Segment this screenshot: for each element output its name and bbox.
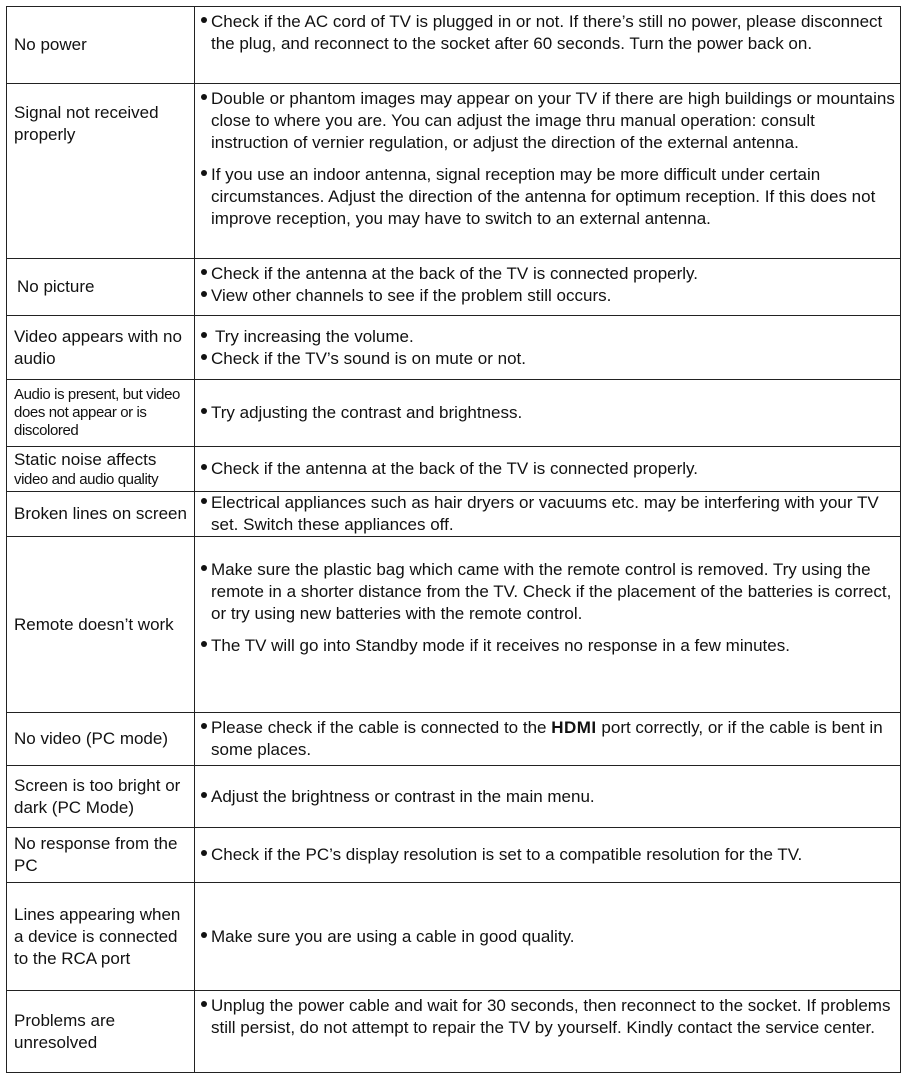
bullet-icon [201,792,207,798]
problem-text: Video appears with no audio [14,326,182,368]
problem-text: Lines appearing when a device is connected to the RCA port [14,904,181,968]
solution-item: Check if the TV’s sound is on mute or not. [201,348,896,370]
problem-text: Problems are unresolved [14,1010,116,1052]
bullet-icon [201,269,207,275]
problem-cell [7,713,195,766]
solution-cell [195,883,901,991]
problem-text: Signal not received properly [14,103,159,144]
solution-cell [195,537,901,713]
problem-text: No video (PC mode) [14,729,169,748]
problem-cell [7,316,195,380]
bullet-icon [201,850,207,856]
problem-cell [7,447,195,492]
problem-cell [7,828,195,883]
problem-text: Broken lines on screen [14,504,187,523]
solution-item: Check if the AC cord of TV is plugged in or not. If there’s still no power, please disconnect the plug, and reconnect to the socket after 60 seconds. Turn the power back on. [201,11,896,55]
solution-cell [195,991,901,1073]
solution-cell [195,380,901,447]
bullet-icon [201,291,207,297]
bullet-icon [201,408,207,414]
table-row [7,883,901,991]
problem-text: No response from the PC [14,834,178,875]
solution-cell [195,84,901,259]
bullet-icon [201,1001,207,1007]
problem-text: Screen is too bright or dark (PC Mode) [14,775,181,817]
solution-cell [195,828,901,883]
solution-cell [195,316,901,380]
solution-cell [195,713,901,766]
solution-item: If you use an indoor antenna, signal reception may be more difficult under certain circumstances. Adjust the direction of the antenna for optimum reception. If this does not improve reception, you may have to switch to an external antenna. [201,164,896,230]
problem-cell [7,7,195,84]
bullet-icon [201,94,207,100]
bullet-icon [201,932,207,938]
solution-cell [195,766,901,828]
solution-item: The TV will go into Standby mode if it receives no response in a few minutes. [201,635,896,657]
bullet-icon [201,565,207,571]
table-row [7,828,901,883]
table-row [7,7,901,84]
problem-cell [7,766,195,828]
problem-cell [7,380,195,447]
solution-item: Double or phantom images may appear on your TV if there are high buildings or mountains close to where you are. You can adjust the image thru manual operation: consult instruction of vernier regulation, or adjust the direction of the external antenna. [201,88,896,154]
problem-text-extra: video and audio quality [14,471,159,488]
bullet-icon [201,464,207,470]
problem-text: Audio is present, but video does not appear or is discolored [14,386,180,439]
table-row [7,537,901,713]
problem-cell [7,84,195,259]
solution-item: View other channels to see if the problem still occurs. [201,285,896,307]
problem-cell [7,259,195,316]
problem-text: Remote doesn’t work [14,614,174,634]
solution-item: Unplug the power cable and wait for 30 seconds, then reconnect to the socket. If problems still persist, do not attempt to repair the TV by yourself. Kindly contact the service center. [201,995,896,1039]
problem-cell [7,537,195,713]
solution-cell [195,7,901,84]
solution-item: Make sure you are using a cable in good quality. [201,926,896,948]
bullet-icon [201,498,207,504]
solution-cell [195,447,901,492]
solution-item: Check if the PC’s display resolution is set to a compatible resolution for the TV. [201,844,896,866]
table-row [7,447,901,492]
table-row [7,492,901,537]
table-row [7,259,901,316]
bullet-icon [201,723,207,729]
table-row [7,713,901,766]
problem-cell [7,883,195,991]
solution-item: Check if the antenna at the back of the TV is connected properly. [201,458,896,480]
solution-item: Try adjusting the contrast and brightness. [201,402,896,424]
solution-item: Please check if the cable is connected to the HDMI port correctly, or if the cable is bent in some places. [201,717,896,761]
troubleshooting-table [6,6,901,1073]
table-row [7,380,901,447]
bullet-icon [201,332,207,338]
table-row [7,316,901,380]
table-row [7,766,901,828]
hdmi-label: HDMI [551,718,597,737]
bullet-icon [201,17,207,23]
problem-text: Static noise affects [14,450,157,469]
table-row [7,84,901,259]
problem-text: No picture [17,277,95,296]
solution-item: Electrical appliances such as hair dryers or vacuums etc. may be interfering with your TV set. Switch these appliances off. [201,492,896,536]
bullet-icon [201,170,207,176]
problem-cell [7,492,195,537]
solution-item: Adjust the brightness or contrast in the main menu. [201,786,896,808]
table-row [7,991,901,1073]
solution-item: Make sure the plastic bag which came with the remote control is removed. Try using the remote in a shorter distance from the TV. Check if the placement of the batteries is correct, or try using new batteries with the remote control. [201,559,896,625]
bullet-icon [201,641,207,647]
problem-text: No power [14,35,87,54]
solution-cell [195,259,901,316]
solution-cell [195,492,901,537]
solution-item: Try increasing the volume. [201,326,896,348]
problem-cell [7,991,195,1073]
bullet-icon [201,354,207,360]
solution-item: Check if the antenna at the back of the TV is connected properly. [201,263,896,285]
